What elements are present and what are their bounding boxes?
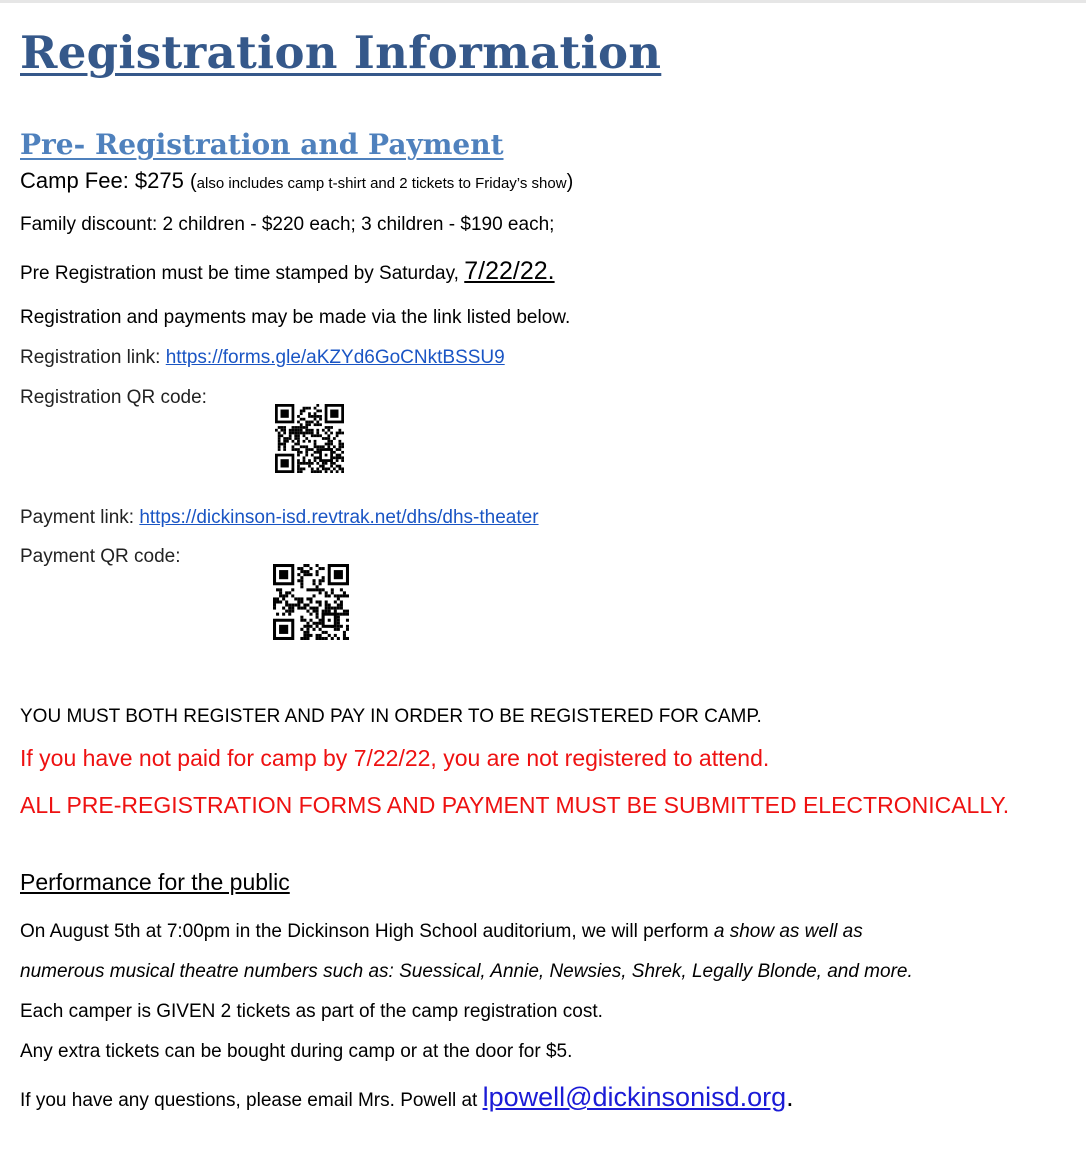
- camp-fee-label: Camp Fee: $275: [20, 168, 184, 193]
- payment-link-label: Payment link:: [20, 507, 140, 528]
- fee-note-close: ): [566, 171, 574, 193]
- deadline-line: [20, 257, 555, 286]
- deadline-text: Pre Registration must be time stamped by Saturday,: [20, 263, 465, 284]
- camp-fee-note: also includes camp t-shirt and 2 tickets to Friday’s show: [196, 175, 567, 192]
- payment-link-line: [20, 507, 539, 529]
- registration-link[interactable]: https://forms.gle/aKZYd6GoCNktBSSU9: [165, 347, 505, 368]
- payment-qr-label: Payment QR code:: [20, 546, 181, 567]
- performance-text: On August 5th at 7:00pm in the Dickinson High School auditorium, we will perform: [20, 921, 714, 942]
- via-link-note: Registration and payments may be made via the link listed below.: [20, 307, 571, 328]
- registration-qr-label: Registration QR code:: [20, 387, 207, 408]
- registration-qr-code: [275, 404, 344, 473]
- performance-heading: Performance for the public: [20, 869, 290, 895]
- contact-end: .: [786, 1082, 794, 1112]
- performance-italic-1: a show as well as: [713, 921, 863, 942]
- registration-link-label: Registration link:: [20, 347, 166, 368]
- contact-line: [20, 1082, 794, 1113]
- deadline-date: 7/22/22.: [464, 257, 555, 285]
- extra-tickets-line: Any extra tickets can be bought during camp or at the door for $5.: [20, 1041, 573, 1062]
- top-border: [0, 0, 1086, 3]
- page-title: Registration Information: [20, 26, 662, 79]
- camp-fee-line: [20, 168, 573, 194]
- not-paid-warning: If you have not paid for camp by 7/22/22, you are not registered to attend.: [20, 745, 770, 771]
- section-subtitle: Pre- Registration and Payment: [20, 128, 504, 161]
- performance-line-1: [20, 921, 863, 943]
- payment-qr-code: [273, 564, 349, 640]
- must-register-notice: YOU MUST BOTH REGISTER AND PAY IN ORDER TO BE REGISTERED FOR CAMP.: [20, 706, 762, 727]
- tickets-given-line: Each camper is GIVEN 2 tickets as part of the camp registration cost.: [20, 1001, 603, 1022]
- family-discount: Family discount: 2 children - $220 each; 3 children - $190 each;: [20, 214, 555, 235]
- fee-note-open: (: [190, 171, 197, 193]
- contact-text: If you have any questions, please email Mrs. Powell at: [20, 1090, 483, 1111]
- contact-email-link[interactable]: lpowell@dickinsonisd.org: [482, 1082, 787, 1112]
- electronic-submission-warning: ALL PRE-REGISTRATION FORMS AND PAYMENT MUST BE SUBMITTED ELECTRONICALLY.: [20, 792, 1010, 818]
- registration-link-line: [20, 347, 505, 369]
- performance-line-2: [20, 961, 913, 983]
- payment-link[interactable]: https://dickinson-isd.revtrak.net/dhs/dhs-theater: [139, 507, 539, 528]
- performance-italic-2: numerous musical theatre numbers such as: Suessical, Annie, Newsies, Shrek, Legally Blonde, and more.: [20, 961, 913, 982]
